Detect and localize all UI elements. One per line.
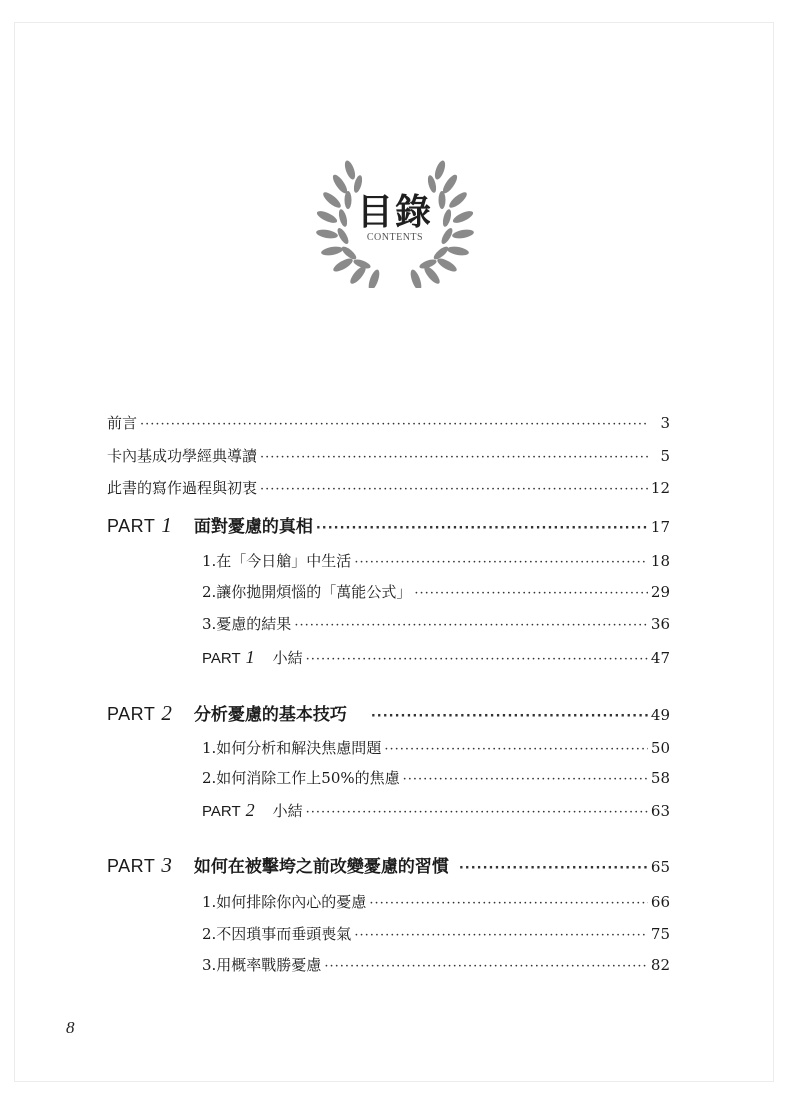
- toc-entry-page: 49: [650, 706, 670, 724]
- toc-entry-guide[interactable]: [107, 445, 670, 466]
- toc-part-summary[interactable]: [202, 647, 670, 668]
- part-number: 2: [161, 701, 172, 725]
- toc-entry-page: 50: [650, 739, 670, 757]
- toc-entry-page: 58: [650, 769, 670, 787]
- leader-dots: [294, 618, 648, 633]
- part-number: 1: [161, 513, 172, 537]
- leader-dots: [324, 959, 648, 974]
- toc-entry-label: 1.如何分析和解決焦慮問題: [202, 739, 382, 757]
- toc-entry-page: 12: [650, 479, 670, 497]
- toc-entry-label: 2.如何消除工作上50%的焦慮: [202, 769, 400, 787]
- toc-part-3[interactable]: [107, 852, 670, 878]
- leader-dots: [384, 742, 648, 757]
- toc-entry-page: 3: [660, 414, 670, 432]
- toc-entry-label: 2.不因瑣事而垂頭喪氣: [202, 925, 352, 943]
- toc-entry-page: 63: [650, 802, 670, 820]
- part-heading: [107, 700, 347, 726]
- toc-entry-preface[interactable]: [107, 412, 670, 433]
- toc-entry-page: 5: [660, 447, 670, 465]
- leader-dots: [260, 450, 649, 465]
- leader-dots: [369, 896, 648, 911]
- toc-entry-label: 1.如何排除你內心的憂慮: [202, 893, 367, 911]
- toc-entry-page: 75: [650, 925, 670, 943]
- summary-heading: [202, 647, 303, 668]
- toc-chapter[interactable]: [202, 737, 670, 758]
- part-title: 分析憂慮的基本技巧: [193, 705, 347, 725]
- leader-dots: [260, 482, 648, 497]
- toc-entry-page: 65: [650, 858, 670, 876]
- toc-entry-page: 36: [650, 615, 670, 633]
- toc-entry-page: 17: [650, 518, 670, 536]
- page-number: 8: [66, 1018, 75, 1037]
- toc-entry-label: 2.讓你拋開煩惱的「萬能公式」: [202, 583, 412, 601]
- summary-part-word: PART: [202, 803, 241, 820]
- toc-chapter[interactable]: [202, 891, 670, 912]
- leader-dots: [371, 709, 648, 724]
- toc-part-summary[interactable]: [202, 800, 670, 821]
- toc-part-1[interactable]: [107, 512, 670, 538]
- toc-title: 目錄: [356, 192, 433, 233]
- leader-dots: [354, 555, 648, 570]
- toc-entry-page: 47: [650, 649, 670, 667]
- toc-subtitle: CONTENTS: [366, 232, 424, 243]
- leader-dots: [459, 861, 648, 876]
- toc-chapter[interactable]: [202, 923, 670, 944]
- toc-entry-label: 3.憂慮的結果: [202, 615, 292, 633]
- toc-entry-page: 82: [650, 956, 670, 974]
- leader-dots: [306, 652, 648, 667]
- part-number: 3: [161, 853, 172, 877]
- toc-entry-page: 66: [650, 893, 670, 911]
- summary-part-word: PART: [202, 650, 241, 667]
- toc-entry-label: 3.用概率戰勝憂慮: [202, 956, 322, 974]
- toc-entry-origin[interactable]: [107, 477, 670, 498]
- toc-entry-page: 29: [650, 583, 670, 601]
- summary-part-number: 1: [245, 647, 255, 667]
- leader-dots: [403, 772, 648, 787]
- leader-dots: [306, 805, 648, 820]
- summary-label: 小結: [272, 802, 303, 820]
- toc-entry-page: 18: [650, 552, 670, 570]
- part-title: 面對憂慮的真相: [193, 517, 313, 537]
- summary-label: 小結: [272, 649, 303, 667]
- leader-dots: [354, 928, 648, 943]
- toc-entry-label: 此書的寫作過程與初衷: [107, 479, 258, 497]
- toc-chapter[interactable]: [202, 954, 670, 975]
- part-word: PART: [107, 516, 156, 536]
- toc-entry-label: 1.在「今日艙」中生活: [202, 552, 352, 570]
- toc-chapter[interactable]: [202, 767, 670, 788]
- part-heading: [107, 512, 313, 538]
- toc-entry-label: 前言: [107, 414, 138, 432]
- summary-part-number: 2: [245, 800, 255, 820]
- toc-entry-label: 卡內基成功學經典導讀: [107, 447, 258, 465]
- leader-dots: [414, 586, 648, 601]
- part-word: PART: [107, 856, 156, 876]
- toc-chapter[interactable]: [202, 613, 670, 634]
- leader-dots: [140, 417, 649, 432]
- part-title: 如何在被擊垮之前改變憂慮的習慣: [193, 857, 449, 877]
- part-heading: [107, 852, 449, 878]
- leader-dots: [316, 521, 648, 536]
- toc-part-2[interactable]: [107, 700, 670, 726]
- part-word: PART: [107, 704, 156, 724]
- toc-chapter[interactable]: [202, 550, 670, 571]
- summary-heading: [202, 800, 303, 821]
- toc-chapter[interactable]: [202, 581, 670, 602]
